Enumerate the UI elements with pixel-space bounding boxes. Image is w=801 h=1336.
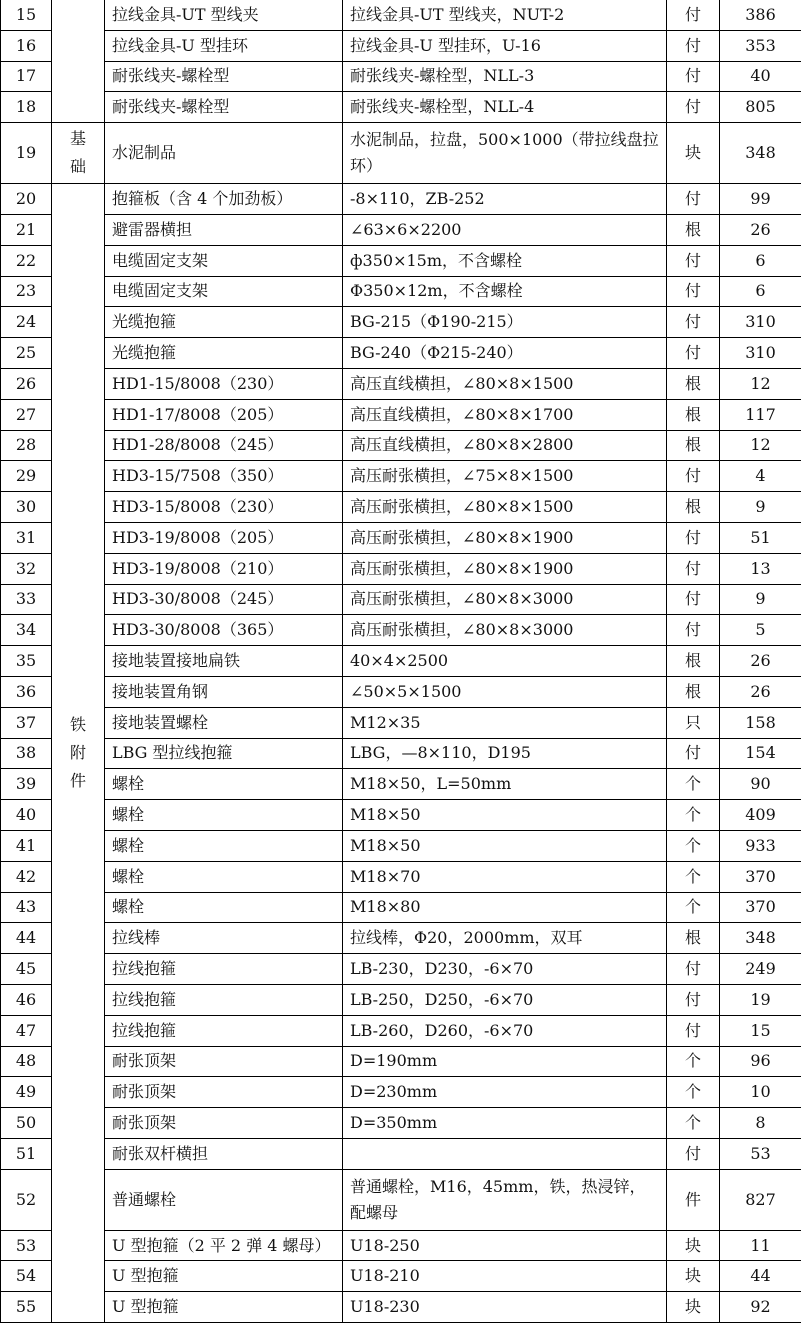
material-unit: 根 — [667, 368, 720, 399]
table-row — [1, 1015, 801, 1046]
material-name: 电缆固定支架 — [105, 245, 343, 276]
material-quantity: 8 — [720, 1108, 801, 1139]
material-spec: 普通螺栓，M16，45mm，铁，热浸锌，配螺母 — [343, 1169, 667, 1230]
material-unit: 块 — [667, 1230, 720, 1261]
material-spec: LB-230，D230，-6×70 — [343, 954, 667, 985]
row-number: 36 — [1, 676, 52, 707]
material-quantity: 6 — [720, 245, 801, 276]
row-number: 35 — [1, 646, 52, 677]
material-quantity: 51 — [720, 522, 801, 553]
material-spec: BG-215（Φ190-215） — [343, 307, 667, 338]
table-row — [1, 399, 801, 430]
material-spec: M12×35 — [343, 707, 667, 738]
row-number: 48 — [1, 1046, 52, 1077]
material-quantity: 40 — [720, 61, 801, 92]
material-unit: 付 — [667, 307, 720, 338]
material-unit: 付 — [667, 245, 720, 276]
material-spec: 水泥制品，拉盘，500×1000（带拉线盘拉环） — [343, 123, 667, 184]
material-unit: 付 — [667, 1138, 720, 1169]
material-spec: 耐张线夹-螺栓型，NLL-4 — [343, 92, 667, 123]
table-row — [1, 892, 801, 923]
row-number: 28 — [1, 430, 52, 461]
material-unit: 根 — [667, 646, 720, 677]
row-number: 15 — [1, 0, 52, 30]
table-row — [1, 368, 801, 399]
material-spec: 高压耐张横担，∠80×8×1900 — [343, 553, 667, 584]
row-number: 33 — [1, 584, 52, 615]
material-unit: 根 — [667, 399, 720, 430]
material-name: 螺栓 — [105, 830, 343, 861]
material-name: 水泥制品 — [105, 123, 343, 184]
material-name: 拉线棒 — [105, 923, 343, 954]
material-unit: 根 — [667, 492, 720, 523]
material-spec: D=350mm — [343, 1108, 667, 1139]
material-spec: D=230mm — [343, 1077, 667, 1108]
material-unit: 付 — [667, 1015, 720, 1046]
material-spec: M18×50 — [343, 800, 667, 831]
material-name: 耐张顶架 — [105, 1077, 343, 1108]
material-spec: M18×50 — [343, 830, 667, 861]
table-row — [1, 30, 801, 61]
material-name: 耐张线夹-螺栓型 — [105, 92, 343, 123]
material-unit: 付 — [667, 276, 720, 307]
row-number: 30 — [1, 492, 52, 523]
material-name: LBG 型拉线抱箍 — [105, 738, 343, 769]
row-number: 43 — [1, 892, 52, 923]
material-unit: 付 — [667, 738, 720, 769]
material-name: 拉线抱箍 — [105, 984, 343, 1015]
material-spec: ф350×15m，不含螺栓 — [343, 245, 667, 276]
table-row — [1, 553, 801, 584]
material-quantity: 348 — [720, 123, 801, 184]
row-number: 32 — [1, 553, 52, 584]
table-row — [1, 769, 801, 800]
material-unit: 付 — [667, 954, 720, 985]
table-row — [1, 245, 801, 276]
material-name: 螺栓 — [105, 769, 343, 800]
material-name: U 型抱箍 — [105, 1261, 343, 1292]
material-unit: 付 — [667, 61, 720, 92]
row-number: 29 — [1, 461, 52, 492]
row-number: 51 — [1, 1138, 52, 1169]
row-number: 46 — [1, 984, 52, 1015]
material-name: 耐张顶架 — [105, 1046, 343, 1077]
material-unit: 付 — [667, 553, 720, 584]
material-unit: 根 — [667, 430, 720, 461]
material-quantity: 805 — [720, 92, 801, 123]
table-row — [1, 522, 801, 553]
material-unit: 付 — [667, 522, 720, 553]
row-number: 55 — [1, 1292, 52, 1323]
material-quantity: 53 — [720, 1138, 801, 1169]
material-quantity: 96 — [720, 1046, 801, 1077]
material-unit: 个 — [667, 1108, 720, 1139]
material-name: U 型抱箍（2 平 2 弹 4 螺母） — [105, 1230, 343, 1261]
table-row — [1, 123, 801, 184]
table-row — [1, 861, 801, 892]
material-name: 拉线抱箍 — [105, 1015, 343, 1046]
material-name: HD3-30/8008（245） — [105, 584, 343, 615]
material-quantity: 348 — [720, 923, 801, 954]
material-unit: 付 — [667, 584, 720, 615]
row-number: 20 — [1, 184, 52, 215]
material-spec: -8×110，ZB-252 — [343, 184, 667, 215]
material-name: 普通螺栓 — [105, 1169, 343, 1230]
material-quantity: 92 — [720, 1292, 801, 1323]
material-name: HD1-17/8008（205） — [105, 399, 343, 430]
row-number: 53 — [1, 1230, 52, 1261]
table-row — [1, 800, 801, 831]
table-row — [1, 61, 801, 92]
table-row — [1, 707, 801, 738]
material-unit: 块 — [667, 1261, 720, 1292]
table-row — [1, 646, 801, 677]
row-number: 25 — [1, 338, 52, 369]
material-spec: 高压耐张横担，∠75×8×1500 — [343, 461, 667, 492]
row-number: 16 — [1, 30, 52, 61]
material-spec: 高压直线横担，∠80×8×2800 — [343, 430, 667, 461]
material-unit: 付 — [667, 0, 720, 30]
table-row — [1, 1077, 801, 1108]
material-name: 接地装置角钢 — [105, 676, 343, 707]
material-spec: LBG，—8×110，D195 — [343, 738, 667, 769]
row-number: 44 — [1, 923, 52, 954]
table-row — [1, 0, 801, 30]
material-unit: 根 — [667, 676, 720, 707]
table-row — [1, 492, 801, 523]
material-quantity: 26 — [720, 646, 801, 677]
material-spec: D=190mm — [343, 1046, 667, 1077]
material-quantity: 4 — [720, 461, 801, 492]
material-name: 拉线金具-UT 型线夹 — [105, 0, 343, 30]
material-spec: U18-230 — [343, 1292, 667, 1323]
table-row — [1, 1108, 801, 1139]
material-unit: 块 — [667, 123, 720, 184]
row-number: 45 — [1, 954, 52, 985]
group-label-text: 基础 — [69, 129, 86, 177]
material-spec: 高压耐张横担，∠80×8×1900 — [343, 522, 667, 553]
table-row — [1, 676, 801, 707]
row-number: 54 — [1, 1261, 52, 1292]
material-unit: 付 — [667, 984, 720, 1015]
material-quantity: 15 — [720, 1015, 801, 1046]
row-number: 18 — [1, 92, 52, 123]
material-unit: 个 — [667, 830, 720, 861]
material-quantity: 90 — [720, 769, 801, 800]
material-quantity: 310 — [720, 307, 801, 338]
table-row — [1, 584, 801, 615]
group-cell-empty — [52, 0, 105, 123]
material-spec: 耐张线夹-螺栓型，NLL-3 — [343, 61, 667, 92]
material-name: HD3-19/8008（210） — [105, 553, 343, 584]
row-number: 26 — [1, 368, 52, 399]
table-row — [1, 214, 801, 245]
table-row — [1, 615, 801, 646]
row-number: 39 — [1, 769, 52, 800]
material-quantity: 158 — [720, 707, 801, 738]
material-quantity: 19 — [720, 984, 801, 1015]
material-spec: 高压直线横担，∠80×8×1500 — [343, 368, 667, 399]
material-quantity: 26 — [720, 676, 801, 707]
row-number: 17 — [1, 61, 52, 92]
material-spec: 40×4×2500 — [343, 646, 667, 677]
material-name: 避雷器横担 — [105, 214, 343, 245]
table-row — [1, 1046, 801, 1077]
material-unit: 根 — [667, 923, 720, 954]
material-name: HD3-30/8008（365） — [105, 615, 343, 646]
material-quantity: 9 — [720, 492, 801, 523]
material-name: 耐张双杆横担 — [105, 1138, 343, 1169]
material-spec: U18-250 — [343, 1230, 667, 1261]
material-quantity: 370 — [720, 861, 801, 892]
material-name: HD1-15/8008（230） — [105, 368, 343, 399]
material-quantity: 154 — [720, 738, 801, 769]
material-spec: M18×80 — [343, 892, 667, 923]
table-row — [1, 1292, 801, 1323]
material-unit: 个 — [667, 1046, 720, 1077]
material-name: 拉线金具-U 型挂环 — [105, 30, 343, 61]
material-quantity: 12 — [720, 368, 801, 399]
material-unit: 只 — [667, 707, 720, 738]
material-spec: ∠63×6×2200 — [343, 214, 667, 245]
row-number: 31 — [1, 522, 52, 553]
table-row — [1, 954, 801, 985]
material-spec: 拉线金具-U 型挂环，U-16 — [343, 30, 667, 61]
table-row — [1, 1138, 801, 1169]
material-name: 耐张线夹-螺栓型 — [105, 61, 343, 92]
material-quantity: 353 — [720, 30, 801, 61]
material-spec: 高压耐张横担，∠80×8×1500 — [343, 492, 667, 523]
material-name: U 型抱箍 — [105, 1292, 343, 1323]
row-number: 41 — [1, 830, 52, 861]
material-unit: 付 — [667, 615, 720, 646]
table-row — [1, 830, 801, 861]
material-unit: 付 — [667, 30, 720, 61]
material-name: 拉线抱箍 — [105, 954, 343, 985]
row-number: 40 — [1, 800, 52, 831]
material-name: HD1-28/8008（245） — [105, 430, 343, 461]
material-name: 螺栓 — [105, 861, 343, 892]
group-label-text: 铁附件 — [69, 715, 86, 791]
material-quantity: 26 — [720, 214, 801, 245]
material-spec: 高压直线横担，∠80×8×1700 — [343, 399, 667, 430]
material-unit: 付 — [667, 92, 720, 123]
material-unit: 根 — [667, 214, 720, 245]
material-name: 接地装置螺栓 — [105, 707, 343, 738]
materials-table-body — [1, 0, 801, 1323]
material-spec — [343, 1138, 667, 1169]
material-quantity: 117 — [720, 399, 801, 430]
table-row — [1, 984, 801, 1015]
group-label-iron — [52, 184, 105, 1323]
row-number: 52 — [1, 1169, 52, 1230]
row-number: 49 — [1, 1077, 52, 1108]
row-number: 50 — [1, 1108, 52, 1139]
table-row — [1, 338, 801, 369]
material-name: HD3-15/7508（350） — [105, 461, 343, 492]
material-name: 螺栓 — [105, 892, 343, 923]
material-name: HD3-19/8008（205） — [105, 522, 343, 553]
table-row — [1, 738, 801, 769]
row-number: 42 — [1, 861, 52, 892]
table-row — [1, 1169, 801, 1230]
row-number: 22 — [1, 245, 52, 276]
table-row — [1, 461, 801, 492]
table-row — [1, 307, 801, 338]
material-name: HD3-15/8008（230） — [105, 492, 343, 523]
material-unit: 付 — [667, 338, 720, 369]
material-quantity: 933 — [720, 830, 801, 861]
material-quantity: 386 — [720, 0, 801, 30]
material-unit: 个 — [667, 1077, 720, 1108]
material-quantity: 10 — [720, 1077, 801, 1108]
row-number: 24 — [1, 307, 52, 338]
material-quantity: 310 — [720, 338, 801, 369]
material-spec: 拉线金具-UT 型线夹，NUT-2 — [343, 0, 667, 30]
material-spec: M18×70 — [343, 861, 667, 892]
material-quantity: 99 — [720, 184, 801, 215]
material-quantity: 44 — [720, 1261, 801, 1292]
row-number: 37 — [1, 707, 52, 738]
material-unit: 个 — [667, 861, 720, 892]
material-spec: U18-210 — [343, 1261, 667, 1292]
material-spec: 拉线棒，Φ20，2000mm，双耳 — [343, 923, 667, 954]
material-unit: 个 — [667, 892, 720, 923]
row-number: 47 — [1, 1015, 52, 1046]
material-spec: LB-260，D260，-6×70 — [343, 1015, 667, 1046]
material-name: 光缆抱箍 — [105, 338, 343, 369]
table-row — [1, 184, 801, 215]
material-quantity: 9 — [720, 584, 801, 615]
material-unit: 付 — [667, 461, 720, 492]
material-name: 螺栓 — [105, 800, 343, 831]
material-name: 耐张顶架 — [105, 1108, 343, 1139]
material-spec: BG-240（Φ215-240） — [343, 338, 667, 369]
row-number: 23 — [1, 276, 52, 307]
material-spec: ∠50×5×1500 — [343, 676, 667, 707]
row-number: 21 — [1, 214, 52, 245]
material-quantity: 409 — [720, 800, 801, 831]
material-spec: LB-250，D250，-6×70 — [343, 984, 667, 1015]
group-label-foundation — [52, 123, 105, 184]
row-number: 19 — [1, 123, 52, 184]
material-quantity: 11 — [720, 1230, 801, 1261]
material-unit: 付 — [667, 184, 720, 215]
material-quantity: 249 — [720, 954, 801, 985]
material-quantity: 827 — [720, 1169, 801, 1230]
table-row — [1, 276, 801, 307]
material-spec: Φ350×12m，不含螺栓 — [343, 276, 667, 307]
table-row — [1, 923, 801, 954]
material-unit: 件 — [667, 1169, 720, 1230]
material-quantity: 12 — [720, 430, 801, 461]
material-name: 接地装置接地扁铁 — [105, 646, 343, 677]
material-quantity: 5 — [720, 615, 801, 646]
material-unit: 个 — [667, 800, 720, 831]
table-row — [1, 430, 801, 461]
table-row — [1, 1230, 801, 1261]
material-unit: 个 — [667, 769, 720, 800]
material-unit: 块 — [667, 1292, 720, 1323]
material-quantity: 13 — [720, 553, 801, 584]
material-spec: 高压耐张横担，∠80×8×3000 — [343, 584, 667, 615]
material-spec: M18×50，L=50mm — [343, 769, 667, 800]
row-number: 27 — [1, 399, 52, 430]
material-quantity: 370 — [720, 892, 801, 923]
row-number: 34 — [1, 615, 52, 646]
material-name: 电缆固定支架 — [105, 276, 343, 307]
table-row — [1, 92, 801, 123]
row-number: 38 — [1, 738, 52, 769]
material-name: 抱箍板（含 4 个加劲板） — [105, 184, 343, 215]
material-name: 光缆抱箍 — [105, 307, 343, 338]
material-spec: 高压耐张横担，∠80×8×3000 — [343, 615, 667, 646]
table-row — [1, 1261, 801, 1292]
material-quantity: 6 — [720, 276, 801, 307]
